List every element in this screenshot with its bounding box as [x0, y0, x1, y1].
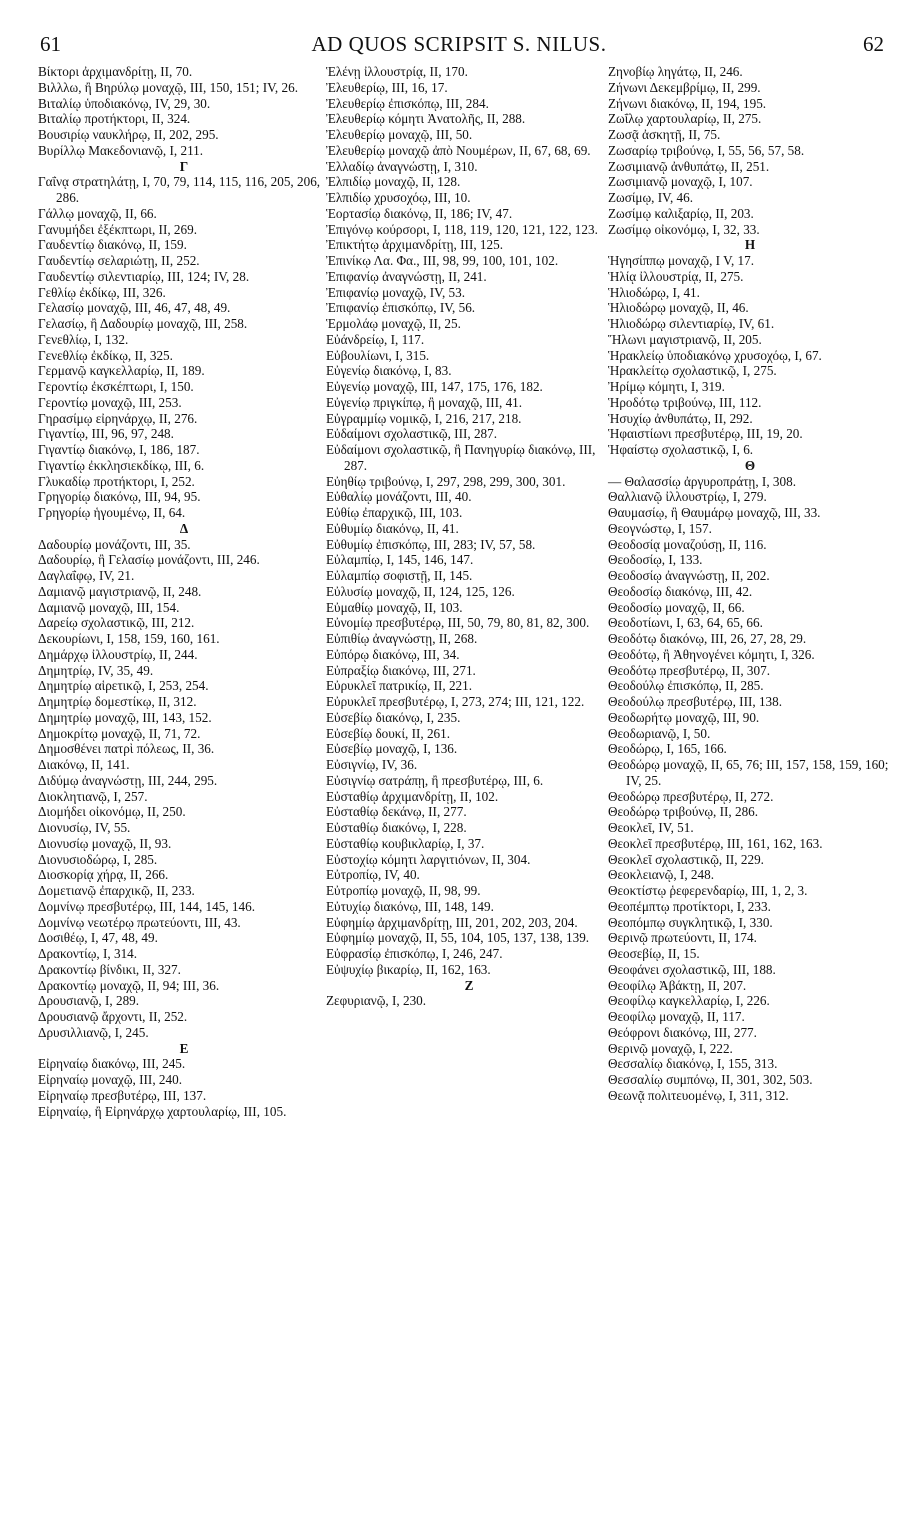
index-entry: Διοσκορίᾳ χήρᾳ, II, 266. [38, 867, 169, 883]
index-entry: Ζωσαρίῳ τριβούνῳ, I, 55, 56, 57, 58. [608, 142, 805, 158]
index-entry: Ἠρίμῳ κόμητι, I, 319. [608, 379, 725, 394]
index-entry: Θεογνώστῳ, I, 157. [608, 520, 712, 536]
index-entry: Ἐλευθερίῳ μοναχῷ ἀπὸ Νουμέρων, II, 67, 68, 69. [326, 142, 591, 158]
index-entry: Εὐλαμπίῳ, I, 145, 146, 147. [326, 552, 474, 568]
index-entry: Εὐφημίῳ μοναχῷ, II, 55, 104, 105, 137, 138, 139. [326, 930, 590, 946]
index-entry: Διονυσίῳ μοναχῷ, II, 93. [38, 835, 172, 851]
section-letter: Η [744, 237, 756, 253]
index-entry: Εὐτυχίῳ διακόνῳ, III, 148, 149. [326, 898, 494, 914]
index-entry: Ἐλευθερίῳ κόμητι Ἀνατολῆς, II, 288. [326, 111, 526, 127]
index-entry: Θεοδότῳ πρεσβυτέρῳ, II, 307. [608, 662, 771, 678]
index-entry: Δρυσιλλιανῷ, I, 245. [38, 1024, 149, 1040]
section-letter: Γ [179, 158, 189, 174]
index-entry: Διονυσίῳ, IV, 55. [38, 820, 131, 835]
index-entry: Θεοφίλῳ Ἀβάκτῃ, II, 207. [608, 977, 747, 993]
index-entry: Θεοδώρῳ πρεσβυτέρῳ, II, 272. [608, 788, 774, 804]
index-entry: Θεοδοσίῳ ἀναγνώστῃ, II, 202. [608, 568, 770, 583]
index-entry: Θεοδούλῳ ἐπισκόπῳ, II, 285. [608, 678, 764, 694]
index-entry: Διομήδει οἰκονόμῳ, II, 250. [38, 804, 186, 820]
page-number-left: 61 [40, 32, 61, 56]
index-entry: Εὐγραμμίῳ νομικῷ, I, 216, 217, 218. [326, 410, 522, 426]
index-entry: Εὐλυσίῳ μοναχῷ, II, 124, 125, 126. [326, 583, 515, 599]
index-entry: Εὐστοχίῳ κόμητι λαργιτιόνων, II, 304. [326, 851, 531, 867]
index-entry: Ἐπιγόνῳ κούρσορι, I, 118, 119, 120, 121, 122, 123. [326, 221, 598, 237]
index-entry: Γεθλίῳ ἐκδίκῳ, III, 326. [38, 284, 166, 300]
index-entry: Εὐσταθίῳ κουβικλαρίῳ, I, 37. [326, 835, 485, 851]
index-entry: Ζήνωνι Δεκεμβρίμῳ, II, 299. [608, 79, 761, 95]
index-entry: Θεοδοσίῳ μοναχῷ, II, 66. [608, 599, 745, 615]
index-entry: Δημητρίῳ δομεστίκῳ, II, 312. [38, 694, 197, 709]
index-entry: Ἡλιοδώρῳ σιλεντιαρίῳ, IV, 61. [608, 316, 775, 331]
index-entry: Ἐλπιδίῳ μοναχῷ, II, 128. [326, 174, 461, 190]
index-entry: Εὐδαίμονι σχολαστικῷ, III, 287. [326, 426, 498, 442]
index-entry: Γαυδεντίῳ σιλεντιαρίῳ, III, 124; IV, 28. [38, 268, 250, 284]
index-entry: Γαΐνᾳ στρατηλάτῃ, I, 70, 79, 114, 115, 116, 205, 206, 286. [38, 174, 321, 205]
index-entry: Ζωσιμιανῷ μοναχῷ, I, 107. [608, 174, 753, 190]
index-entry: Γιγαντίῳ, III, 96, 97, 248. [38, 426, 174, 442]
index-entry: Εὐλαμπίῳ σοφιστῇ, II, 145. [326, 568, 473, 583]
section-letter: Ε [179, 1040, 189, 1056]
index-entry: Δρακοντίῳ βίνδικι, II, 327. [38, 961, 181, 977]
index-entry: Γιγαντίῳ διακόνῳ, I, 186, 187. [38, 442, 200, 457]
index-entry: Εὐνομίῳ πρεσβυτέρῳ, III, 50, 79, 80, 81, 82, 300. [326, 615, 590, 631]
index-entry: Βιλλλω, ἢ Βηρύλῳ μοναχῷ, III, 150, 151; IV, 26. [38, 79, 299, 95]
index-entry: Δημητρίῳ, IV, 35, 49. [38, 662, 154, 678]
index-entry: Εὐσιγνίῳ, IV, 36. [326, 757, 418, 772]
index-entry: Εἰρηναίῳ διακόνῳ, III, 245. [38, 1056, 186, 1072]
index-entry: Θεοδώρῳ μοναχῷ, II, 65, 76; III, 157, 158, 159, 160; IV, 25. [608, 757, 889, 788]
index-entry: Δημάρχῳ ἰλλουστρίῳ, II, 244. [38, 646, 198, 662]
index-entry: Θεοφίλῳ καγκελλαρίῳ, I, 226. [608, 993, 770, 1009]
index-entry: Δημοκρίτῳ μοναχῷ, II, 71, 72. [38, 725, 201, 741]
index-entry: Θεοκτίστῳ ῥεφερενδαρίῳ, III, 1, 2, 3. [608, 883, 808, 898]
running-title: AD QUOS SCRIPSIT S. NILUS. [311, 32, 607, 56]
index-entry: Βιταλίῳ προτήκτορι, II, 324. [38, 111, 191, 127]
index-entry: Δημοσθένει πατρὶ πόλεως, II, 36. [38, 741, 215, 757]
page-number-right: 62 [863, 32, 884, 56]
index-entry: Εὐρυκλεῖ πατρικίῳ, II, 221. [326, 678, 473, 694]
index-entry: Διοκλητιανῷ, I, 257. [38, 788, 148, 804]
index-entry: Εὐθίῳ ἐπαρχικῷ, III, 103. [326, 505, 463, 520]
index-entry: Ἐλευθερίῳ ἐπισκόπῳ, III, 284. [326, 95, 489, 111]
index-entry: Εὐσεβίῳ μοναχῷ, I, 136. [326, 741, 458, 757]
index-entry: Δομνίνῳ πρεσβυτέρῳ, III, 144, 145, 146. [38, 898, 256, 914]
index-entry: Εὐσιγνίῳ σατράπῃ, ἢ πρεσβυτέρῳ, III, 6. [326, 772, 544, 788]
index-entry: Δημητρίῳ μοναχῷ, III, 143, 152. [38, 709, 212, 725]
index-entry: Γιγαντίῳ ἐκκλησιεκδίκῳ, III, 6. [38, 457, 205, 473]
index-entry: Εὐθυμίῳ διακόνῳ, II, 41. [326, 520, 459, 536]
index-entry: Εὐδαίμονι σχολαστικῷ, ἢ Πανηγυρίῳ διακόνῳ, III, 287. [326, 442, 596, 473]
index-entry: Εὐγενίῳ μοναχῷ, III, 147, 175, 176, 182. [326, 379, 543, 394]
index-entry: Εὐγενίῳ πριγκίπῳ, ἢ μοναχῷ, III, 41. [326, 394, 523, 410]
index-entry: Εὐσεβίῳ διακόνῳ, I, 235. [326, 709, 461, 725]
index-entry: Ζωσίμῳ, IV, 46. [608, 190, 694, 205]
index-column-1 [38, 64, 330, 1119]
index-entry: Θεοδοτίωνι, I, 63, 64, 65, 66. [608, 615, 763, 631]
index-entry: Δρουσιανῷ ἄρχοντι, II, 252. [38, 1009, 188, 1024]
section-letter: Θ [744, 457, 756, 473]
index-entry: Θεοδώρῳ, I, 165, 166. [608, 741, 727, 757]
index-entry: Ἐπιφανίῳ ἀναγνώστῃ, II, 241. [326, 268, 487, 284]
index-entry: Θεσσαλίῳ διακόνῳ, I, 155, 313. [608, 1056, 778, 1072]
index-entry: Εὐσταθίῳ διακόνῳ, I, 228. [326, 820, 467, 835]
index-entry: Ἑλένῃ ἰλλουστρίᾳ, II, 170. [326, 64, 468, 79]
index-entry: Γηρασίμῳ εἰρηνάρχῳ, II, 276. [38, 410, 198, 426]
index-entry: Εὐσταθίῳ δεκάνῳ, II, 277. [326, 804, 467, 820]
index-entry: Ἥλωνι μαγιστριανῷ, II, 205. [608, 331, 762, 347]
index-column-3 [608, 64, 892, 1104]
index-entry: Θαυμασίῳ, ἢ Θαυμάρῳ μοναχῷ, III, 33. [608, 505, 821, 520]
index-entry: Εὐάνδρείῳ, I, 117. [326, 331, 425, 347]
index-entry: Ἡλιοδώρῳ, I, 41. [608, 284, 700, 300]
index-entry: Θεοδοσίῳ διακόνῳ, III, 42. [608, 583, 753, 599]
index-entry: Δρακοντίῳ μοναχῷ, II, 94; III, 36. [38, 977, 220, 993]
index-entry: Θεοκλεῖ, IV, 51. [608, 820, 694, 835]
index-entry: Εὐπιθίῳ ἀναγνώστῃ, II, 268. [326, 631, 478, 646]
index-entry: Δαμιανῷ μοναχῷ, III, 154. [38, 599, 180, 615]
index-entry: Θεοδωριανῷ, I, 50. [608, 725, 711, 741]
index-entry: Θεοκλειανῷ, I, 248. [608, 867, 714, 883]
index-entry: Διδύμῳ ἀναγνώστῃ, III, 244, 295. [38, 772, 218, 788]
index-entry: Θεοπόμπῳ συγκλητικῷ, I, 330. [608, 914, 773, 930]
index-entry: Δαρείῳ σχολαστικῷ, III, 212. [38, 615, 195, 631]
index-entry: Δεκουρίωνι, I, 158, 159, 160, 161. [38, 631, 220, 646]
index-entry: Θεοκλεῖ πρεσβυτέρῳ, III, 161, 162, 163. [608, 835, 823, 851]
index-entry: Γερμανῷ καγκελλαρίῳ, II, 189. [38, 363, 205, 379]
index-entry: Εὐηθίῳ τριβούνῳ, I, 297, 298, 299, 300, 301. [326, 473, 566, 489]
index-entry: Ἐλευθερίῳ μοναχῷ, III, 50. [326, 127, 473, 142]
index-entry: Ἑλλαδίῳ ἀναγνώστῃ, I, 310. [326, 158, 478, 174]
index-entry: Θεοδότῳ, ἢ Ἀθηνογένει κόμητι, I, 326. [608, 646, 815, 662]
index-entry: Δαγλαΐφῳ, IV, 21. [38, 568, 135, 583]
index-entry: Γελασίῳ μοναχῷ, III, 46, 47, 48, 49. [38, 300, 231, 316]
index-entry: Εὐφημίῳ ἀρχιμανδρίτῃ, III, 201, 202, 203, 204. [326, 914, 578, 930]
index-entry: Ἐλευθερίῳ, III, 16, 17. [326, 79, 448, 95]
index-entry: Γενεθλίῳ, I, 132. [38, 331, 129, 347]
index-entry: Θερινῷ πρωτεύοντι, II, 174. [608, 930, 757, 946]
index-entry: Εὐτροπίῳ, IV, 40. [326, 867, 420, 883]
index-entry: Ἡρακλείτῳ σχολαστικῷ, I, 275. [608, 363, 777, 379]
index-entry: Γεροντίῳ μοναχῷ, III, 253. [38, 394, 182, 410]
index-entry: Δημητρίῳ αἱρετικῷ, I, 253, 254. [38, 678, 209, 694]
index-entry: Δρουσιανῷ, I, 289. [38, 993, 140, 1009]
index-entry: Θεοδωρήτῳ μοναχῷ, III, 90. [608, 709, 760, 725]
index-entry: Διακόνῳ, II, 141. [38, 757, 130, 772]
index-entry: Δαδουρίῳ, ἢ Γελασίῳ μονάζοντι, III, 246. [38, 552, 260, 568]
index-entry: Εὐρυκλεῖ πρεσβυτέρῳ, I, 273, 274; III, 121, 122. [326, 694, 585, 709]
index-entry: Θεοφίλῳ μοναχῷ, II, 117. [608, 1009, 745, 1024]
index-entry: Γελασίῳ, ἢ Δαδουρίῳ μοναχῷ, III, 258. [38, 316, 248, 331]
section-letter: Ζ [464, 977, 474, 993]
index-entry: Θεσσαλίῳ συμπόνῳ, II, 301, 302, 503. [608, 1072, 813, 1087]
index-entry: Θεοδοσίῳ, I, 133. [608, 552, 703, 568]
index-entry: Ἡρακλείῳ ὑποδιακόνῳ χρυσοχόῳ, I, 67. [608, 347, 822, 363]
index-entry: Θεοδότῳ διακόνῳ, III, 26, 27, 28, 29. [608, 631, 807, 646]
index-entry: Ζεφυριανῷ, I, 230. [326, 993, 427, 1009]
index-entry: Θεοσεβίῳ, II, 15. [608, 946, 700, 961]
index-entry: Ζωσᾷ ἀσκητῇ, II, 75. [608, 127, 721, 142]
index-entry: Θεοδοσίᾳ μοναζούσῃ, II, 116. [608, 536, 767, 552]
index-entry: Ἡφαιστίωνι πρεσβυτέρῳ, III, 19, 20. [608, 426, 803, 442]
index-entry: Ζωσιμιανῷ ἀνθυπάτῳ, II, 251. [608, 158, 770, 174]
index-entry: Ἡροδότῳ τριβούνῳ, III, 112. [608, 394, 762, 410]
index-entry: Γαυδεντίῳ διακόνῳ, II, 159. [38, 237, 187, 253]
index-entry: Εὐσεβίῳ δουκί, II, 261. [326, 725, 451, 741]
index-entry: Δρακοντίῳ, I, 314. [38, 946, 138, 961]
index-entry: Ἑρμολάῳ μοναχῷ, II, 25. [326, 316, 461, 331]
index-entry: Ἑορτασίῳ διακόνῳ, II, 186; IV, 47. [326, 205, 513, 221]
index-entry: Γενεθλίῳ ἐκδίκῳ, II, 325. [38, 347, 173, 363]
index-entry: Εἰρηναίῳ μοναχῷ, III, 240. [38, 1072, 182, 1087]
index-entry: Εὐβουλίωνι, I, 315. [326, 347, 430, 363]
index-entry: Εὐπραξίῳ διακόνῳ, III, 271. [326, 662, 476, 678]
index-entry: Ἡσυχίῳ ἀνθυπάτῳ, II, 292. [608, 410, 753, 426]
index-entry: Διονυσιοδώρῳ, I, 285. [38, 851, 158, 867]
index-entry: Ἐπιφανίῳ μοναχῷ, IV, 53. [326, 284, 466, 300]
index-entry: Εὐσταθίῳ ἀρχιμανδρίτῃ, II, 102. [326, 788, 499, 804]
index-entry: Θεωνᾷ πολιτευομένῳ, I, 311, 312. [608, 1087, 789, 1103]
index-entry: Δομνίνῳ νεωτέρῳ πρωτεύοντι, III, 43. [38, 914, 241, 930]
index-entry: Βουσιρίῳ ναυκλήρῳ, II, 202, 295. [38, 127, 219, 142]
index-entry: Ἐπινίκῳ Λα. Φα., III, 98, 99, 100, 101, 102. [326, 253, 559, 268]
index-entry: Θεοφάνει σχολαστικῷ, III, 188. [608, 961, 776, 977]
index-entry: Δαμιανῷ μαγιστριανῷ, II, 248. [38, 583, 202, 599]
index-entry: Θεοδώρῳ τριβούνῳ, II, 286. [608, 804, 759, 820]
index-entry: Θεόφρονι διακόνῳ, III, 277. [608, 1024, 757, 1040]
index-entry: Ἐπιφανίῳ ἐπισκόπῳ, IV, 56. [326, 300, 476, 316]
index-entry: Εὐτροπίῳ μοναχῷ, II, 98, 99. [326, 883, 481, 898]
index-entry: Ἐλπιδίῳ χρυσοχόῳ, III, 10. [326, 190, 471, 205]
index-entry: Δοσιθέῳ, I, 47, 48, 49. [38, 930, 158, 946]
index-entry: Γάλλῳ μοναχῷ, II, 66. [38, 205, 157, 221]
index-entry: Ἐπικτήτῳ ἀρχιμανδρίτῃ, III, 125. [326, 237, 504, 253]
index-entry: Ζωσίμῳ καλιξαρίῳ, II, 203. [608, 205, 754, 221]
index-entry: Θαλλιανῷ ἰλλουστρίῳ, I, 279. [608, 489, 767, 505]
index-entry: Δαδουρίῳ μονάζοντι, III, 35. [38, 536, 191, 552]
running-header [0, 32, 918, 62]
index-entry: Θεοδούλῳ πρεσβυτέρῳ, III, 138. [608, 694, 783, 709]
index-entry: Δομετιανῷ ἐπαρχικῷ, II, 233. [38, 883, 195, 898]
index-entry: Εἰρηναίῳ πρεσβυτέρῳ, III, 137. [38, 1087, 207, 1103]
index-entry: Βιταλίῳ ὑποδιακόνῳ, IV, 29, 30. [38, 95, 211, 111]
index-entry: Βυρίλλῳ Μακεδονιανῷ, I, 211. [38, 142, 204, 158]
index-entry: Ἡλίᾳ ἰλλουστρίᾳ, II, 275. [608, 268, 744, 284]
index-column-2 [326, 64, 612, 1009]
index-entry: Γαυδεντίῳ σελαριώτῃ, II, 252. [38, 253, 200, 268]
index-entry: Γρηγορίῳ ἡγουμένῳ, II, 64. [38, 505, 186, 520]
index-entry: Θεοπέμπτῳ προτίκτορι, I, 233. [608, 898, 771, 914]
index-entry: Εὐγενίῳ διακόνῳ, I, 83. [326, 363, 452, 379]
index-entry: Ἡγησίππῳ μοναχῷ, I V, 17. [608, 253, 755, 268]
section-letter: Δ [179, 520, 189, 536]
index-entry: Εὐπόρῳ διακόνῳ, III, 34. [326, 646, 460, 662]
index-entry: Θεοκλεῖ σχολαστικῷ, II, 229. [608, 851, 764, 867]
index-entry: Ἡφαίστῳ σχολαστικῷ, I, 6. [608, 442, 754, 457]
index-entry: Γανυμήδει ἐξέκπτωρι, II, 269. [38, 221, 198, 237]
index-entry: Ζωΐλῳ χαρτουλαρίῳ, II, 275. [608, 111, 762, 127]
index-entry: Ζηνοβίῳ ληγάτῳ, II, 246. [608, 64, 743, 79]
index-entry: Γρηγορίῳ διακόνῳ, III, 94, 95. [38, 489, 201, 505]
index-entry: Εἰρηναίῳ, ἢ Εἰρηνάρχῳ χαρτουλαρίῳ, III, 105. [38, 1103, 287, 1119]
index-entry: Εὐψυχίῳ βικαρίῳ, II, 162, 163. [326, 961, 491, 977]
index-entry: Ζωσίμῳ οἰκονόμῳ, I, 32, 33. [608, 221, 760, 237]
index-entry: Ζήνωνι διακόνῳ, II, 194, 195. [608, 95, 767, 111]
index-entry: Εὐμαθίῳ μοναχῷ, II, 103. [326, 599, 463, 615]
index-entry: Ἡλιοδώρῳ μοναχῷ, II, 46. [608, 300, 749, 316]
index-entry: Εὐθαλίῳ μονάζοντι, III, 40. [326, 489, 472, 505]
index-entry: Θερινῷ μοναχῷ, I, 222. [608, 1040, 733, 1056]
index-entry: — Θαλασσίῳ ἀργυροπράτῃ, I, 308. [608, 473, 796, 489]
index-entry: Εὐθυμίῳ ἐπισκόπῳ, III, 283; IV, 57, 58. [326, 536, 536, 552]
index-entry: Γεροντίῳ ἐκσκέπτωρι, I, 150. [38, 379, 194, 394]
index-entry: Βίκτορι ἀρχιμανδρίτῃ, II, 70. [38, 64, 193, 79]
index-entry: Εὐφρασίῳ ἐπισκόπῳ, I, 246, 247. [326, 946, 503, 961]
index-entry: Γλυκαδίῳ προτήκτορι, I, 252. [38, 473, 195, 489]
